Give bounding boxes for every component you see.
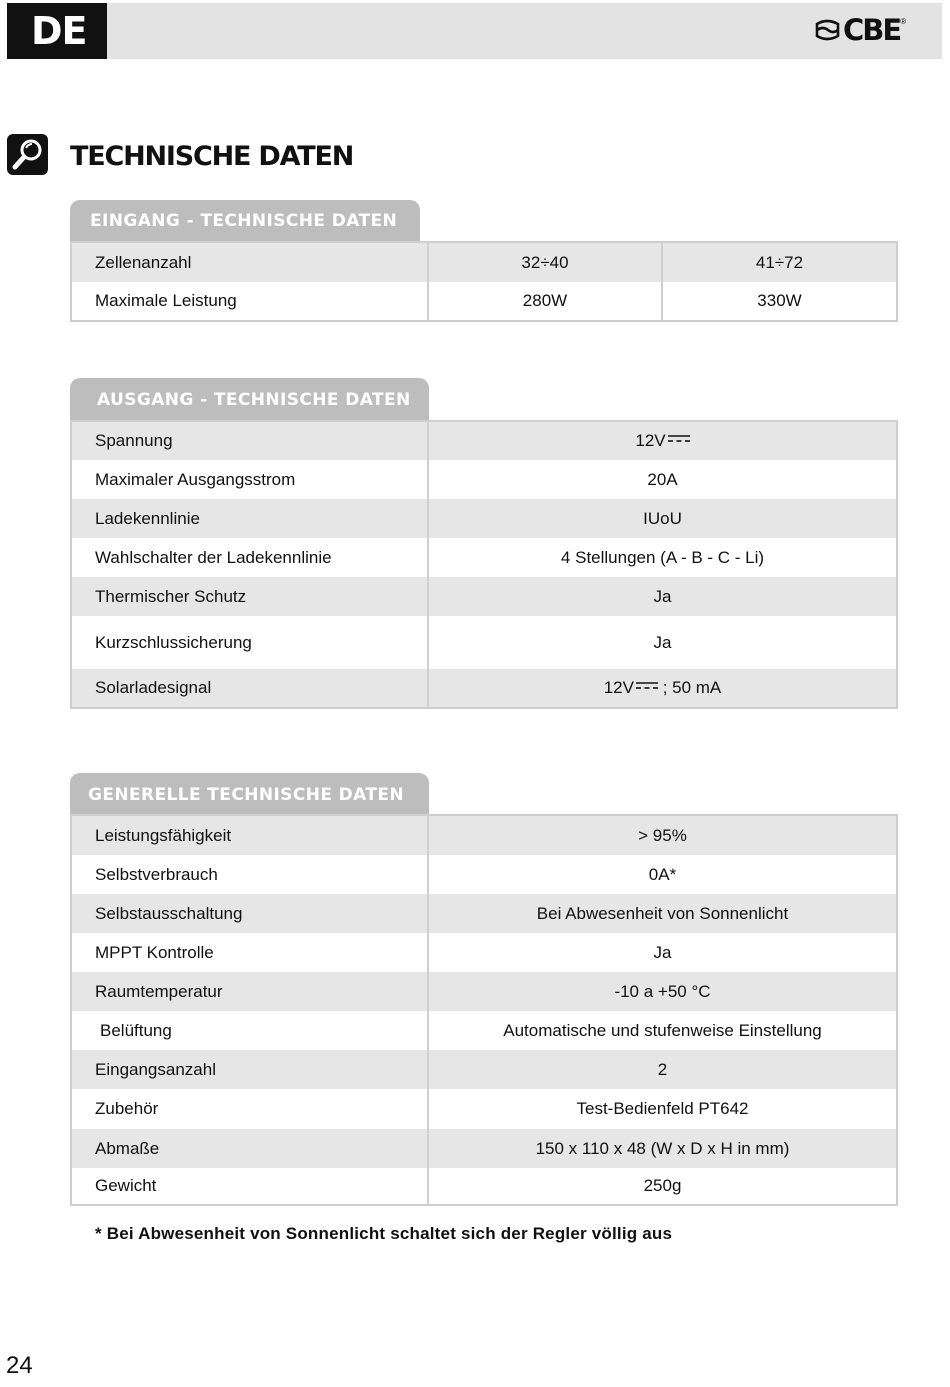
table-row [72,243,896,282]
language-badge: DE [7,3,107,59]
row-value: 250g [643,1176,682,1195]
row-label: Ladekennlinie [72,499,429,538]
output-table [70,420,898,709]
row-value: 150 x 110 x 48 (W x D x H in mm) [535,1138,790,1158]
row-label: Zellenanzahl [72,243,429,282]
row-label: Wahlschalter der Ladekennlinie [72,538,429,577]
input-table-heading: EINGANG - TECHNISCHE DATEN [70,200,420,242]
page-title: TECHNISCHE DATEN [70,141,354,172]
table-row [72,855,896,894]
row-label: Raumtemperatur [72,972,429,1011]
row-value: 0A* [648,864,677,884]
table-row [72,1168,896,1204]
table-row [72,577,896,616]
row-label: Kurzschlussicherung [72,616,429,669]
row-label: Thermischer Schutz [72,577,429,616]
row-value: 280W [429,282,663,320]
brand-name: CBE [843,13,901,47]
row-value: Ja [653,942,672,962]
table-row [72,616,896,669]
row-value: 41÷72 [755,252,804,272]
row-label: Maximale Leistung [72,282,429,320]
table-row [72,1089,896,1129]
dc-voltage-symbol-icon [636,682,658,690]
registered-mark: ® [900,17,907,26]
row-label: Eingangsanzahl [72,1050,429,1089]
row-label: Selbstverbrauch [72,855,429,894]
row-label: Selbstausschaltung [72,894,429,933]
row-value: Test-Bedienfeld PT642 [576,1099,749,1118]
row-label: Solarladesignal [72,669,429,707]
dc-voltage-symbol-icon [668,435,690,443]
row-value: Ja [653,586,672,606]
row-label: MPPT Kontrolle [72,933,429,972]
row-label: Maximaler Ausgangsstrom [72,460,429,499]
row-value: 32÷40 [429,243,663,282]
row-label: Abmaße [72,1129,429,1168]
output-table-heading: AUSGANG - TECHNISCHE DATEN [70,378,429,421]
table-row [72,933,896,972]
row-value [429,422,896,460]
value-text: 12V [603,678,634,697]
table-row [72,1011,896,1050]
table-row [72,816,896,855]
cbe-emblem-icon [815,18,840,42]
general-table [70,814,898,1206]
table-row [72,538,896,577]
row-label: Zubehör [72,1089,429,1129]
table-row [72,499,896,538]
brand-logo [815,13,907,47]
row-label: Leistungsfähigkeit [72,816,429,855]
table-row [72,460,896,499]
row-value: Bei Abwesenheit von Sonnenlicht [536,903,789,923]
value-text: 12V [635,431,666,450]
row-value: 2 [657,1059,668,1079]
row-value: IUoU [643,508,682,528]
row-label: Gewicht [72,1168,429,1204]
row-value: 330W [757,291,802,310]
page-number: 24 [6,1352,33,1379]
table-row [72,972,896,1011]
input-table [70,241,898,322]
table-row [72,422,896,460]
row-label: Spannung [72,422,429,460]
row-value: Automatische und stufenweise Einstellung [503,1020,822,1040]
row-value [429,669,896,707]
row-value: > 95% [638,825,687,845]
table-row [72,282,896,320]
row-value: 4 Stellungen (A - B - C - Li) [560,547,765,567]
table-row [72,1050,896,1089]
row-value: 20A [647,469,678,489]
row-value: Ja [653,632,672,652]
row-label: Belüftung [72,1011,429,1050]
header-bar [7,3,942,59]
general-table-heading: GENERELLE TECHNISCHE DATEN [70,773,429,815]
row-value: -10 a +50 °C [614,981,711,1001]
table-row [72,1129,896,1168]
value-suffix: ; 50 mA [657,678,722,697]
table-row [72,669,896,707]
footnote: * Bei Abwesenheit von Sonnenlicht schaltet sich der Regler völlig aus [95,1224,673,1243]
magnifier-icon [7,134,48,175]
table-row [72,894,896,933]
